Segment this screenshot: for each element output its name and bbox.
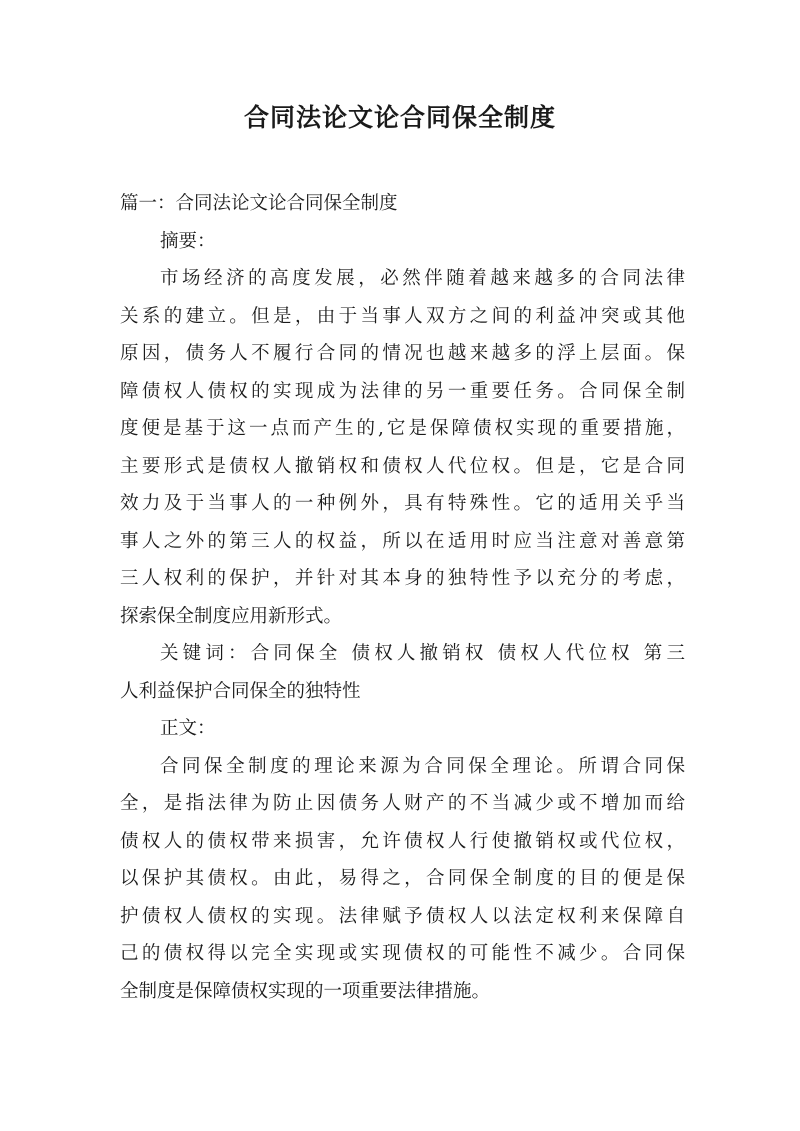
abstract-line: 关系的建立。但是，由于当事人双方之间的利益冲突或其他 — [120, 305, 685, 327]
body-line: 护债权人债权的实现。法律赋予债权人以法定权利来保障自 — [120, 905, 685, 927]
abstract-line: 事人之外的第三人的权益，所以在适用时应当注意对善意第 — [120, 530, 685, 552]
keywords-line: 人利益保护合同保全的独特性 — [120, 680, 361, 702]
abstract-line: 障债权人债权的实现成为法律的另一重要任务。合同保全制 — [120, 380, 685, 402]
abstract-line: 三人权利的保护，并针对其本身的独特性予以充分的考虑， — [120, 568, 685, 589]
body-line: 债权人的债权带来损害，允许债权人行使撤销权或代位权， — [120, 830, 685, 852]
body-line: 全制度是保障债权实现的一项重要法律措施。 — [120, 980, 491, 1002]
abstract-label: 摘要： — [160, 230, 216, 252]
abstract-line: 原因，债务人不履行合同的情况也越来越多的浮上层面。保 — [120, 343, 685, 364]
abstract-line: 效力及于当事人的一种例外，具有特殊性。它的适用关乎当 — [120, 493, 685, 514]
body-label: 正文： — [160, 718, 216, 739]
abstract-line: 度便是基于这一点而产生的,它是保障债权实现的重要措施， — [120, 418, 685, 439]
body-line: 合同保全制度的理论来源为合同保全理论。所谓合同保 — [160, 755, 685, 777]
keywords-line: 关键词：合同保全 债权人撤销权 债权人代位权 第三 — [160, 643, 685, 664]
document-title: 合同法论文论合同保全制度 — [243, 103, 556, 132]
abstract-line: 市场经济的高度发展，必然伴随着越来越多的合同法律 — [160, 268, 685, 289]
abstract-line: 主要形式是债权人撤销权和债权人代位权。但是，它是合同 — [120, 455, 685, 477]
document-body — [120, 185, 685, 1010]
body-line: 以保护其债权。由此，易得之，合同保全制度的目的便是保 — [120, 868, 685, 889]
body-line: 全，是指法律为防止因债务人财产的不当减少或不增加而给 — [120, 793, 685, 814]
abstract-line: 探索保全制度应用新形式。 — [120, 605, 343, 627]
section-heading: 篇一：合同法论文论合同保全制度 — [120, 193, 398, 214]
body-line: 己的债权得以完全实现或实现债权的可能性不减少。合同保 — [120, 943, 685, 964]
